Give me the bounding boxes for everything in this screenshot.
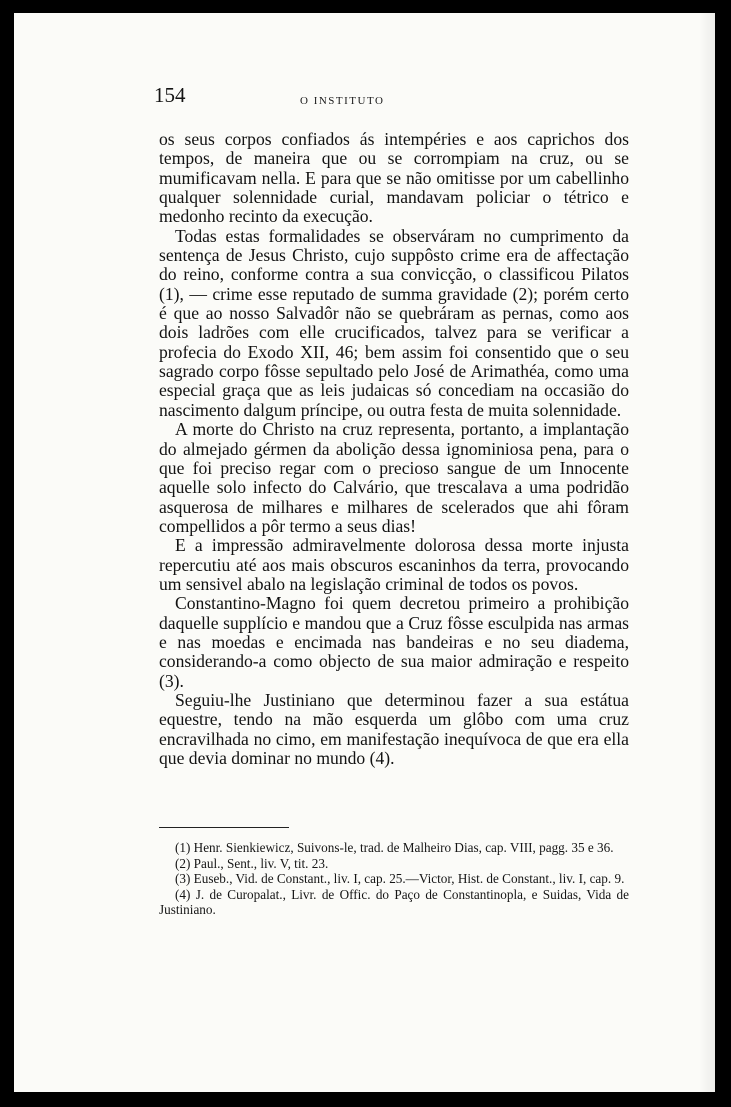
footnotes: [159, 840, 629, 918]
body-text: [159, 130, 629, 768]
paragraph-3: A morte do Christo na cruz representa, portanto, a implantação do almejado gérmen da abolição dessa ignominiosa pena, para o que foi preciso regar com o precioso sangue de um Innocente aquelle solo infecto do Calvário, que trescalava a uma podridão asquerosa de milhares e milhares de scelerados que ahi fôram compellidos a pôr termo a seus dias!: [159, 419, 629, 536]
book-page: [14, 13, 715, 1092]
paragraph-4: E a impressão admiravelmente dolorosa dessa morte injusta repercutiu até aos mais obscuros escaninhos da terra, provocando um sensivel abalo na legislação criminal de todos os povos.: [159, 535, 629, 594]
paragraph-5: Constantino-Magno foi quem decretou primeiro a prohibição daquelle supplício e mandou que a Cruz fôsse esculpida nas armas e nas moedas e encimada nas bandeiras e no seu diadema, considerando-a como objecto de sua maior admiração e respeito (3).: [159, 593, 629, 691]
footnote-2: (2) Paul., Sent., liv. V, tit. 23.: [175, 855, 329, 871]
paragraph-2: Todas estas formalidades se observáram no cumprimento da sentença de Jesus Christo, cujo suppôsto crime era de affectação do reino, conforme contra a sua convicção, o classificou Pilatos (1), — crime esse reputado de summa gravidade (2); porém certo é que ao nosso Salvadôr não se quebráram as pernas, como aos dois ladrões com elle crucificados, talvez para se verificar a profecia do Exodo XII, 46; bem assim foi consentido que o seu sagrado corpo fôsse sepultado pelo José de Arimathéa, como uma especial graça que as leis judaicas só concediam na occasião do nascimento dalgum príncipe, ou outra festa de muita solennidade.: [159, 225, 629, 420]
footnote-3: (3) Euseb., Vid. de Constant., liv. I, cap. 25.—Victor, Hist. de Constant., liv. I, cap. 9.: [175, 871, 625, 887]
footnote-4: (4) J. de Curopalat., Livr. de Offic. do Paço de Constantinopla, e Suidas, Vida de Justiniano.: [159, 886, 629, 918]
paragraph-6: Seguiu-lhe Justiniano que determinou fazer a sua estátua equestre, tendo na mão esquerda um glôbo com uma cruz encravilhada no cimo, em manifestação inequívoca de que era ella que devia dominar no mundo (4).: [159, 689, 629, 768]
page-number: 154: [154, 83, 186, 107]
footnote-1: (1) Henr. Sienkiewicz, Suivons-le, trad. de Malheiro Dias, cap. VIII, pagg. 35 e 36.: [175, 840, 614, 855]
running-head: O INSTITUTO: [300, 95, 385, 107]
paragraph-1: os seus corpos confiados ás intempéries e aos caprichos dos tempos, de maneira que ou se corrompiam na cruz, ou se mumificavam nella. E para que se não omitisse por um cabellinho qualquer solennidade curial, mandavam policiar o tétrico e medonho recinto da execução.: [159, 129, 629, 227]
footnote-divider: [159, 827, 289, 828]
page-shadow: [699, 13, 715, 1092]
